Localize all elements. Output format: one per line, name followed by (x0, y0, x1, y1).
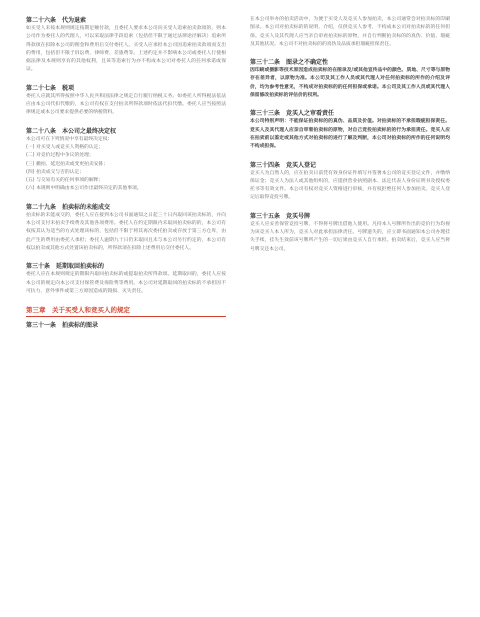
article-30 (26, 262, 226, 296)
section-title: 第三章 关于买受人和竞买人的规定 (26, 305, 226, 317)
article-body: 本公司可在下列情况中享有最终决定权： (26, 136, 113, 142)
list-item: (五) 与交易有关的任何事项的解释； (26, 178, 104, 184)
list-item: (三) 撤拍、延迟拍卖或变更拍卖安排； (26, 161, 109, 167)
article-body: 在本公司举办的拍卖活动中，为便于买受人及竞买人参加拍卖，本公司通常会对拍卖标的印刷图录。本公司对拍卖标的的说明、介绍，仅供竞买人参考，不构成本公司对拍卖标的的任何担保。竞买人及其代理人应当亲自审看拍卖标的原物，并自行判断拍卖标的的真伪、价值、瑕疵及其他状况。本公司不对拍卖标的的真伪及品质承担瑕疵担保责任。 (250, 17, 450, 47)
article-28 (26, 127, 226, 194)
article-body: 委托人应就其所得按照中华人民共和国法律之规定自行履行纳税义务。如委托人所得税法依法应由本公司代扣代缴的，本公司有权在支付拍卖所得款项时依法代扣代缴。委托人应当按照法律规定或本公司要求提供必要的纳税资料。 (26, 93, 226, 116)
article-26 (26, 16, 226, 75)
article-27 (26, 84, 226, 118)
article-29 (26, 203, 226, 253)
list-item: (一) 对买受人或竞买人资格的认定； (26, 144, 104, 150)
article-body: 竞买人应妥善保管竞投号牌，不得将号牌出借他人使用。凡持本人号牌所作出的竞价行为均视为该竞买人本人所为，竞买人对此承担法律责任。号牌遗失的，应立即书面通知本公司办理挂失手续，挂失生效前该号牌所产生的一切后果由竞买人自行承担。拍卖结束后，竞买人应当将号牌交还本公司。 (250, 221, 450, 252)
article-title: 第三十二条 图录之不确定性 (250, 59, 329, 67)
list-item: (六) 本规则中明确由本公司作出最终决定的其他事项。 (26, 186, 142, 192)
article-title: 第三十五条 竞买号牌 (250, 212, 311, 220)
right-column (250, 16, 450, 263)
article-title: 第二十六条 代为退索 (26, 17, 87, 24)
article-body: 因印刷或摄影等技术原因造成拍卖标的在图录及/或其他宣传品中的颜色、质地、尺寸等与原物存在差异者，以原物为准。本公司及其工作人员或其代理人对任何拍卖标的所作的介绍及评价，均为参考性意见，不构成对拍卖标的的任何担保或承诺。本公司及其工作人员或其代理人保留修改拍卖标的评估价的权利。 (250, 68, 450, 99)
article-31-continued (250, 16, 450, 49)
article-title: 第三十四条 竞买人登记 (250, 161, 317, 169)
article-body: 竞买人为自然人的，应在拍卖日前凭有效身份证件填写并签署本公司的竞买登记文件，并缴纳保证金；竞买人为法人或其他组织的，应提供营业执照副本、法定代表人身份证明书及授权委托书等有效文件。本公司有权对竞买人资格进行审核，并有权拒绝任何人参加拍卖。竞买人登记后取得竞投号牌。 (250, 170, 450, 201)
list-item: (二) 对竞价过程中争议的处理； (26, 153, 94, 159)
article-32 (250, 58, 450, 100)
article-title: 第三十条 延期取回拍卖标的 (26, 263, 105, 271)
article-body: 本公司特别声明：不能保证拍卖标的的真伪、品质及价值。对拍卖标的不承担瑕疵担保责任。竞买人及其代理人应亲自审看拍卖标的原物，对自己竞投拍卖标的的行为承担责任。竞买人应在拍卖前以鉴定或其他方式对拍卖标的进行了解及判断，本公司对拍卖标的所作的任何说明均不构成担保。 (250, 119, 450, 150)
article-title: 第三十三条 竞买人之审看责任 (250, 110, 335, 118)
article-33 (250, 109, 450, 151)
article-34 (250, 161, 450, 203)
left-column (26, 16, 226, 330)
article-35 (250, 212, 450, 254)
article-title: 第二十九条 拍卖标的未能成交 (26, 203, 111, 211)
article-body: 拍卖标的未能成交的，委托人应在接到本公司书面通知之日起三十日内取回该拍卖标的，并向本公司支付未拍卖手续费及其他各项费用。委托人在约定期限内未取回拍卖标的的，本公司有权按其认为适当的方式处理该标的，包括但不限于将其再次委托拍卖或存放于第三方仓库，由此产生的费用由委托人承担；委托人逾期九十日仍未取回且未与本公司另行约定的，本公司有权以拍卖或其他方式处置该拍卖标的，所得款项在扣除上述费用后交付委托人。 (26, 212, 226, 251)
list-item: (四) 拍卖成交与否的认定； (26, 169, 85, 175)
article-title: 第三十一条 拍卖标的图录 (26, 322, 99, 330)
article-title: 第二十八条 本公司之最终决定权 (26, 127, 117, 135)
article-body: 委托人应在本规则规定的期限内取回拍卖标的或提取拍卖所得款项。延期取回的，委托人应按本公司的规定向本公司支付保管费及保险费等费用。本公司对延期取回的拍卖标的不承担因不可抗力、意外事件或第三方原因造成的毁损、灭失责任。 (26, 272, 226, 294)
article-body: 如买受人未按本规则规定按期足额付款，且委托人要求本公司向买受人追索拍卖款项的，则本公司作为委托人的代理人，可以采取法律手段追索（包括但不限于通过法律途径解决）追索所得款项在扣除本公司的佣金和费用后交付委托人。买受人应承担本公司因追索拍卖款项而支出的费用，包括但不限于诉讼费、律师费、差旅费等。上述约定并不影响本公司或委托人行使根据法律及本规则享有的其他权利，且该等追索行为亦不构成本公司对委托人的任何承诺或保证。 (26, 26, 226, 73)
article-title: 第二十七条 税项 (26, 84, 75, 92)
